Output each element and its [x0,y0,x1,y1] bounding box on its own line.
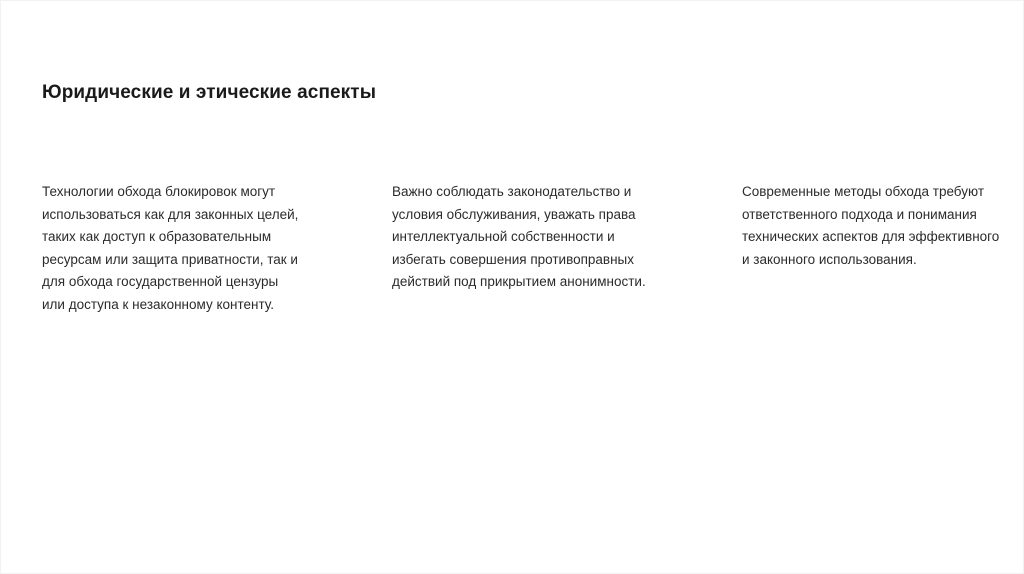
slide-title: Юридические и этические аспекты [42,82,377,103]
text-column-compliance: Важно соблюдать законодательство и условия обслуживания, уважать права интеллектуальной собственности и избегать совершения противоправных действий под прикрытием анонимности. [392,184,646,290]
text-column-legal-uses: Технологии обхода блокировок могут использоваться как для законных целей, таких как доступ к образовательным ресурсам или защита приватности, так и для обхода государственной цензуры или доступа к незаконному контенту. [42,184,299,312]
text-column-responsibility: Современные методы обхода требуют ответственного подхода и понимания технических аспектов для эффективного и законного использования. [742,184,1000,267]
